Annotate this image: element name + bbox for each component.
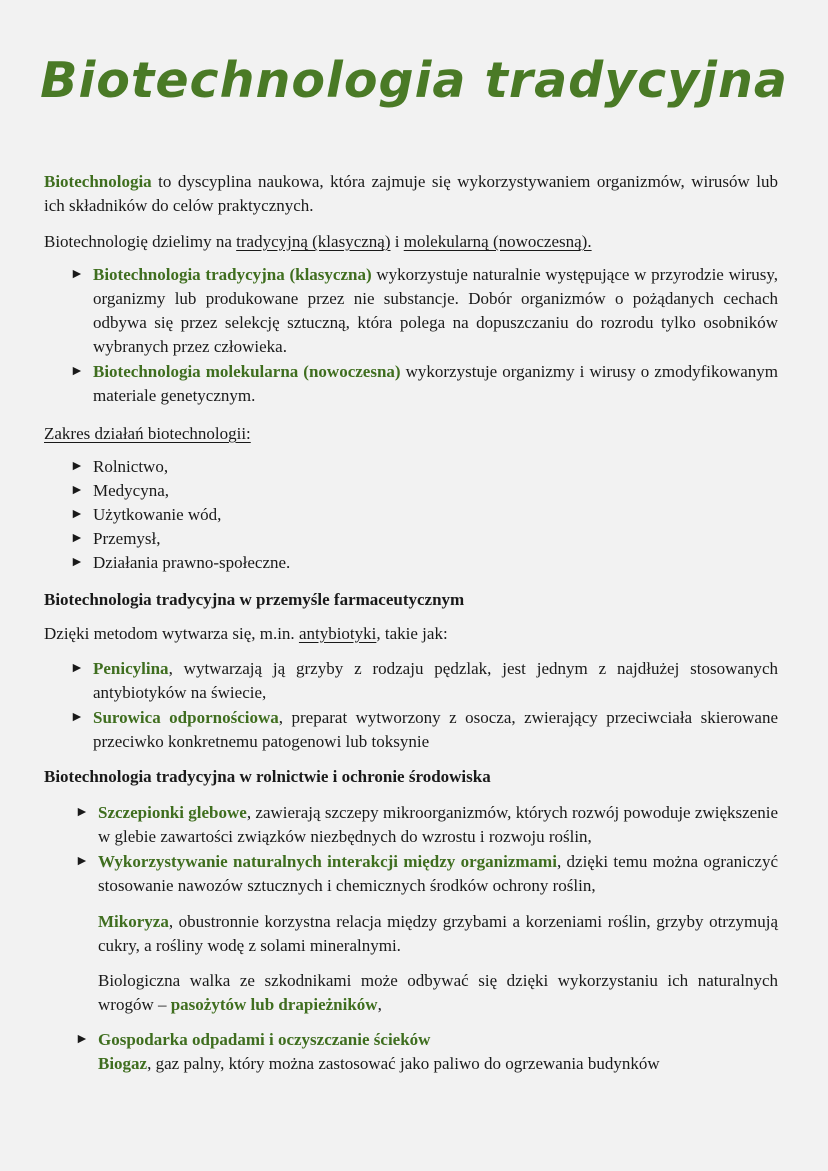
- type-term: Biotechnologia molekularna (nowoczesna): [93, 362, 401, 381]
- pharma-item: [93, 706, 778, 754]
- division-type2: molekularną (nowoczesną).: [403, 232, 592, 251]
- biocontrol-text: Biologiczna walka ze szkodnikami może odbywać się dzięki wykorzystaniu ich naturalnych wrogów –: [98, 971, 778, 1014]
- intro-term: Biotechnologia: [44, 172, 152, 191]
- type-item-traditional: [93, 263, 778, 359]
- bullet-arrow-icon: ►: [70, 710, 84, 725]
- scope-item: Medycyna,: [93, 481, 170, 500]
- division-paragraph: [44, 230, 778, 254]
- type-text: wykorzystuje naturalnie występujące w przyrodzie wirusy, organizmy lub produkowane przez nie substancje. Dobór organizmów o pożądanych cechach odbywa się przez selekcję sztuczną, która polega na dopuszczaniu do rozrodu tylko osobników wybranych przez człowieka.: [93, 265, 778, 356]
- pharma-intro: [44, 622, 778, 646]
- division-type1: tradycyjną (klasyczną): [236, 232, 391, 251]
- intro-paragraph: [44, 170, 778, 218]
- bullet-arrow-icon: ►: [70, 267, 84, 282]
- bullet-arrow-icon: ►: [75, 805, 89, 820]
- bullet-arrow-icon: ►: [70, 531, 84, 546]
- waste-heading: Gospodarka odpadami i oczyszczanie ścieków: [98, 1030, 431, 1049]
- pharma-intro-link: antybiotyki: [298, 624, 377, 643]
- mycorrhiza-paragraph: [98, 910, 778, 958]
- type-text: wykorzystuje organizmy i wirusy o zmodyfikowanym materiale genetycznym.: [93, 362, 778, 405]
- bullet-arrow-icon: ►: [70, 555, 84, 570]
- bullet-arrow-icon: ►: [70, 459, 84, 474]
- pharma-intro-prefix: Dzięki metodom wytwarza się, m.in.: [44, 624, 299, 643]
- pharma-term: Surowica odpornościowa: [93, 708, 279, 727]
- pharma-text: , preparat wytworzony z osocza, zwierający przeciwciała skierowane przeciwko konkretnemu patogenowi lub toksynie: [93, 708, 778, 751]
- agri-term: Wykorzystywanie naturalnych interakcji między organizmami: [98, 852, 557, 871]
- agri-text: , dzięki temu można ograniczyć stosowanie nawozów sztucznych i chemicznych środków ochrony roślin,: [98, 852, 778, 895]
- biocontrol-paragraph: [98, 969, 778, 1017]
- scope-item: Przemysł,: [93, 529, 161, 548]
- division-prefix: Biotechnologię dzielimy na: [44, 232, 237, 251]
- pharma-item: [93, 657, 778, 705]
- agri-text: , zawierają szczepy mikroorganizmów, których rozwój powoduje zwiększenie w glebie zawartości związków niezbędnych do wzrostu i rozwoju roślin,: [98, 803, 778, 846]
- bullet-arrow-icon: ►: [70, 661, 84, 676]
- agri-item: [98, 801, 778, 849]
- pharma-intro-suffix: , takie jak:: [376, 624, 448, 643]
- scope-item: Użytkowanie wód,: [93, 505, 222, 524]
- scope-heading: Zakres działań biotechnologii:: [44, 424, 251, 443]
- biocontrol-suffix: ,: [377, 995, 382, 1014]
- agri-heading: Biotechnologia tradycyjna w rolnictwie i ochronie środowiska: [44, 767, 491, 786]
- division-mid: i: [390, 232, 404, 251]
- mycorrhiza-text: , obustronnie korzystna relacja między grzybami a korzeniami roślin, grzyby otrzymują cukry, a rośliny wodę z solami mineralnymi.: [98, 912, 778, 955]
- bullet-arrow-icon: ►: [70, 483, 84, 498]
- bullet-arrow-icon: ►: [75, 1032, 89, 1047]
- bullet-arrow-icon: ►: [70, 364, 84, 379]
- scope-item: Rolnictwo,: [93, 457, 169, 476]
- pharma-term: Penicylina: [93, 659, 169, 678]
- pharma-text: , wytwarzają ją grzyby z rodzaju pędzlak, jest jednym z najdłużej stosowanych antybiotyków na świecie,: [93, 659, 778, 702]
- waste-item: [98, 1028, 778, 1076]
- biogas-text: , gaz palny, który można zastosować jako paliwo do ogrzewania budynków: [147, 1054, 660, 1073]
- type-item-molecular: [93, 360, 778, 408]
- biocontrol-term: pasożytów lub drapieżników: [170, 995, 378, 1014]
- bullet-arrow-icon: ►: [70, 507, 84, 522]
- agri-item: [98, 850, 778, 898]
- bullet-arrow-icon: ►: [75, 854, 89, 869]
- type-term: Biotechnologia tradycyjna (klasyczna): [93, 265, 372, 284]
- pharma-heading: Biotechnologia tradycyjna w przemyśle farmaceutycznym: [44, 590, 465, 609]
- mycorrhiza-term: Mikoryza: [98, 912, 169, 931]
- scope-item: Działania prawno-społeczne.: [93, 553, 291, 572]
- biogas-term: Biogaz: [98, 1054, 148, 1073]
- agri-term: Szczepionki glebowe: [98, 803, 247, 822]
- page-title: Biotechnologia tradycyjna: [40, 52, 788, 109]
- intro-text: to dyscyplina naukowa, która zajmuje się wykorzystywaniem organizmów, wirusów lub ich składników do celów praktycznych.: [44, 172, 778, 215]
